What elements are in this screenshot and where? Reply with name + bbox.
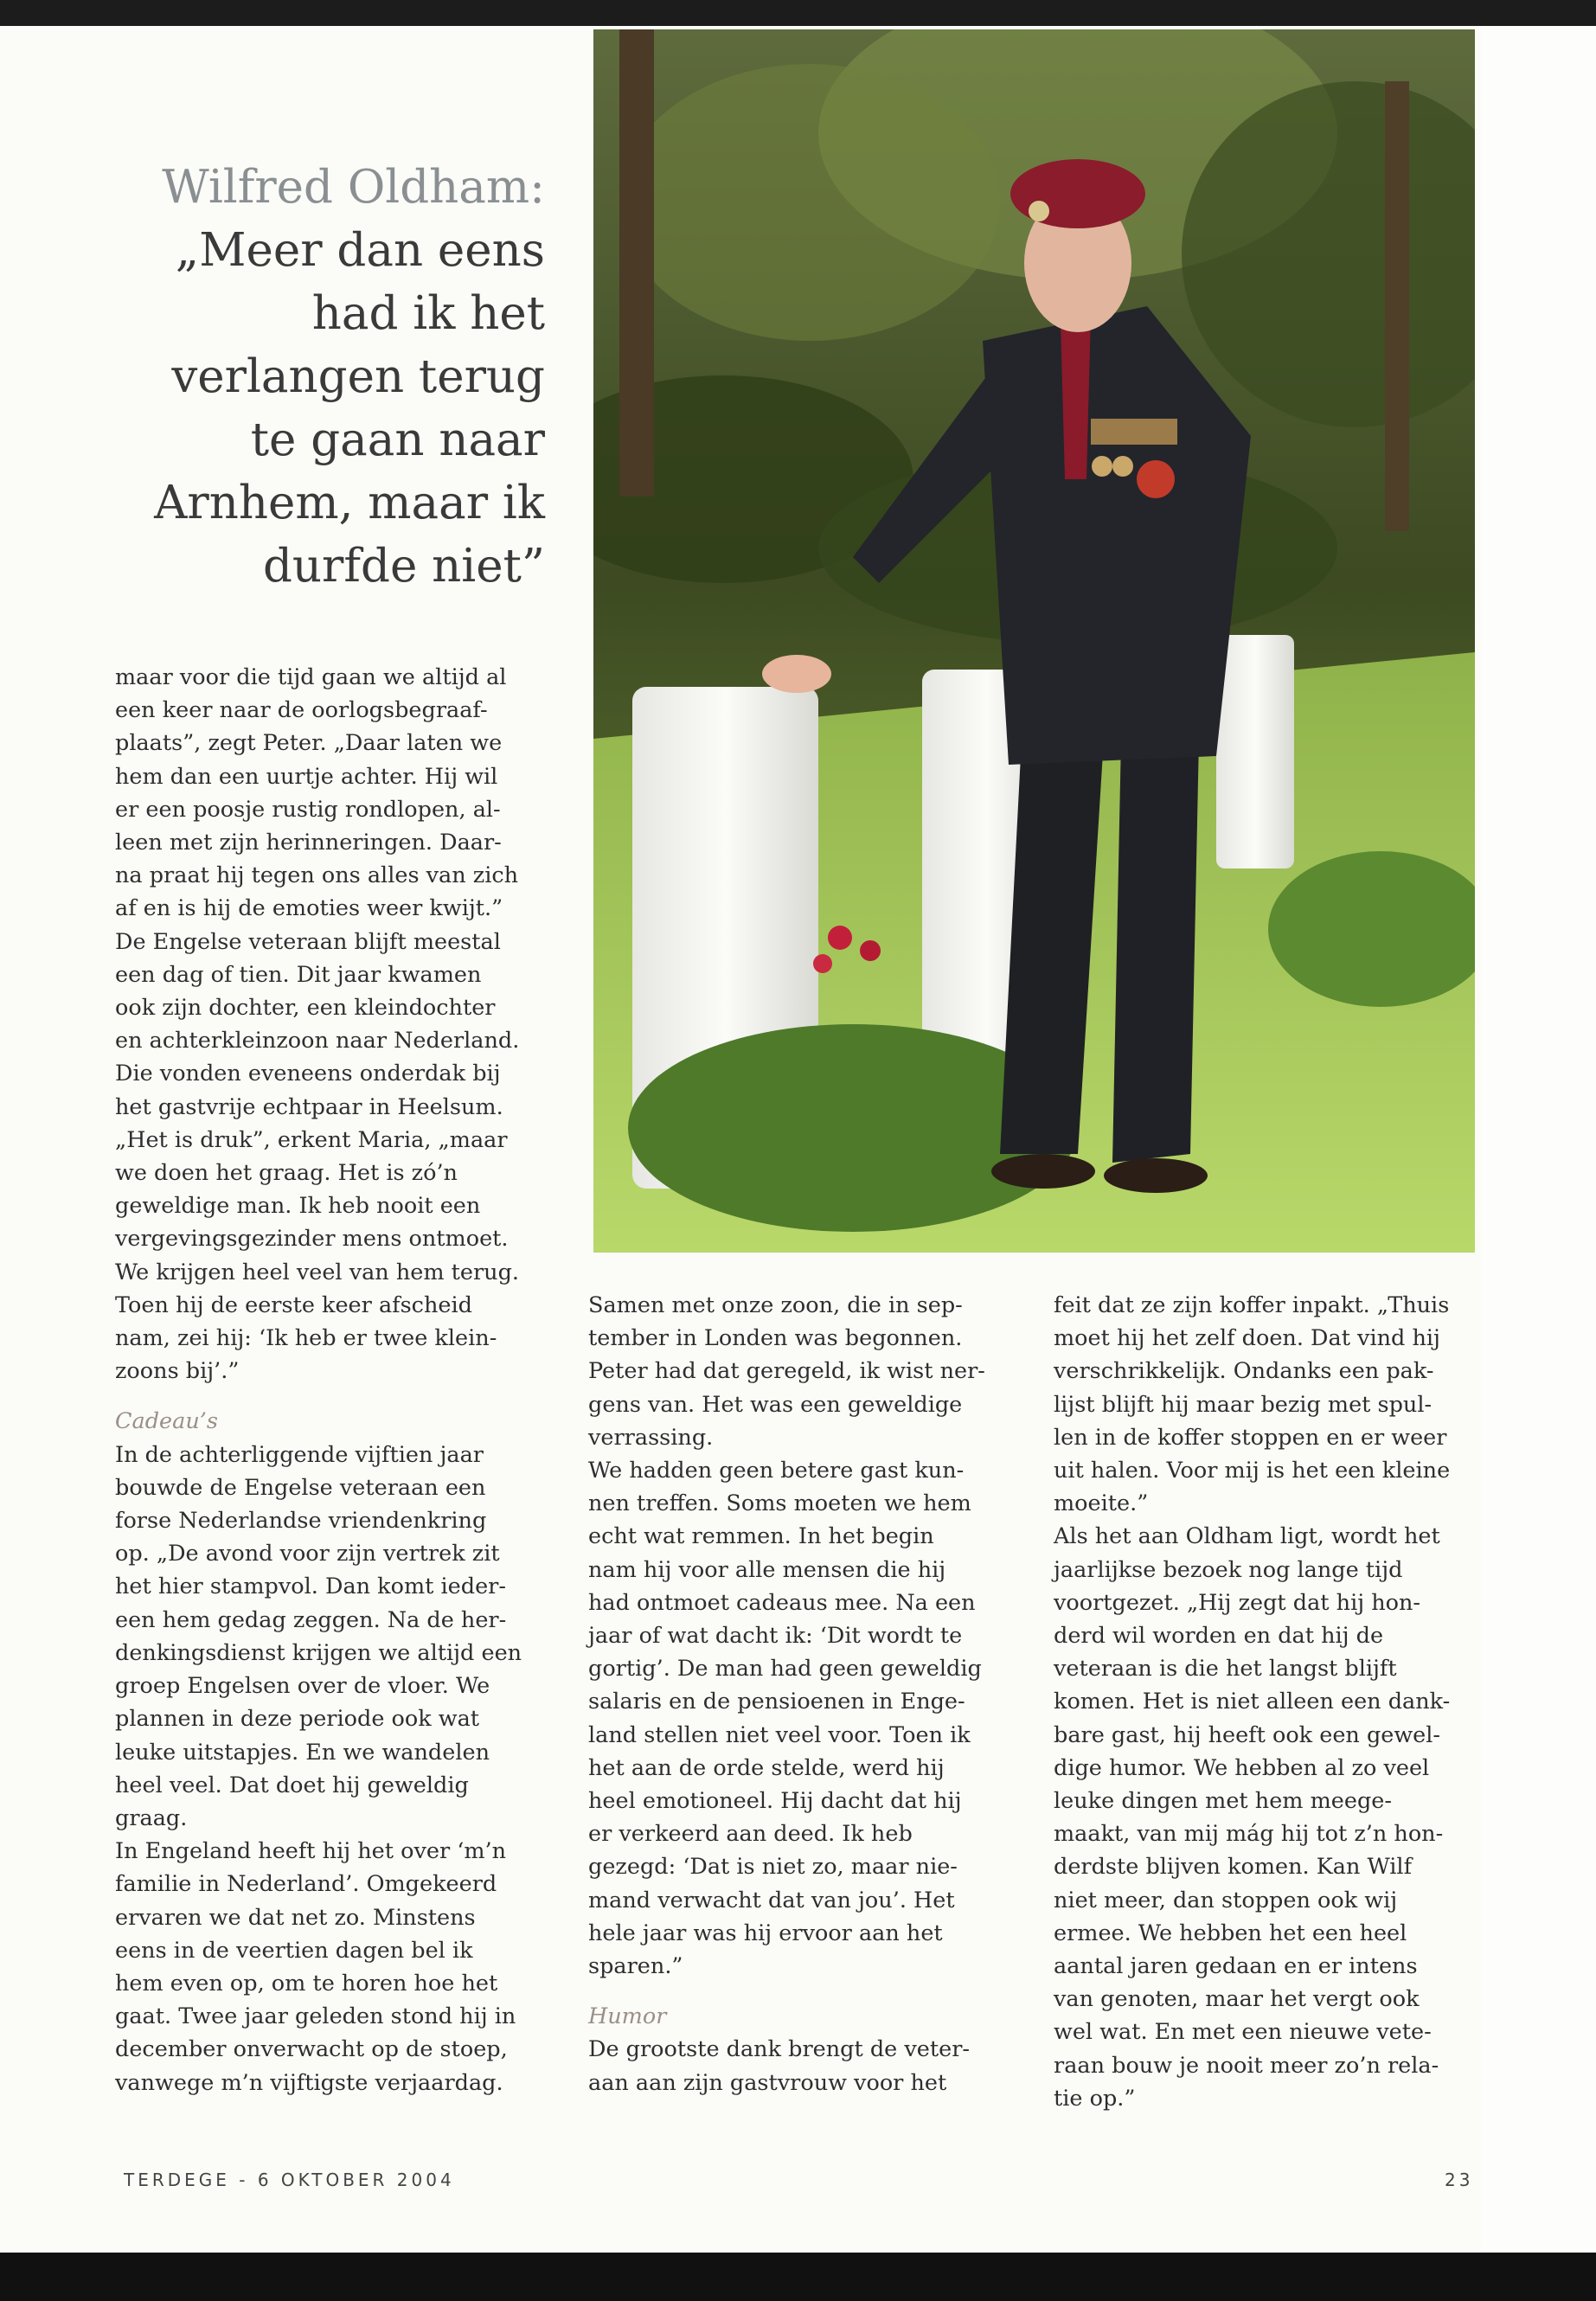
article-column-3	[1054, 1289, 1469, 2115]
headline-quote: „Meer dan eens had ik het verlangen terug te gaan naar Arnhem, maar ik durfde niet”	[154, 224, 545, 593]
column1-paragraph-2: In de achterliggende vijftien jaar bouwde de Engelse veteraan een forse Nederlandse vriendenkring op. „De avond voor zijn vertrek zit het hier stampvol. Dan komt ieder- een hem gedag zeggen. Na de her- denkingsdienst krijgen we altijd een groep Engelsen over de vloer. We plannen in deze periode ook wat leuke uitstapjes. En we wandelen heel veel. Dat doet hij geweldig graag.	[115, 1441, 522, 1831]
page-edge	[1481, 26, 1596, 2253]
column1-paragraph-3: In Engeland heeft hij het over ‘m’n familie in Nederland’. Omgekeerd ervaren we dat net zo. Minstens eens in de veertien dagen bel ik hem even op, om te horen hoe het gaat. Twee jaar geleden stond hij in december onverwacht op de stoep, vanwege m’n vijftigste verjaardag.	[115, 1838, 516, 2096]
headline	[104, 156, 545, 598]
subheading-cadeaus: Cadeau’s	[115, 1408, 218, 1435]
footer-publication: TERDEGE - 6 OKTOBER 2004	[124, 2170, 455, 2190]
top-border	[0, 0, 1596, 26]
column2-paragraph-2: We hadden geen betere gast kun- nen treffen. Soms moeten we hem echt wat remmen. In het begin nam hij voor alle mensen die hij had ontmoet cadeaus mee. Na een jaar of wat dacht ik: ‘Dit wordt te gortig’. De man had geen geweldig salaris en de pensioenen in Enge- land stellen niet veel voor. Toen ik het aan de orde stelde, werd hij heel emotioneel. Hij dacht dat hij er verkeerd aan deed. Ik heb gezegd: ‘Dat is niet zo, maar nie- mand verwacht dat van jou’. Het hele jaar was hij ervoor aan het sparen.”	[588, 1458, 982, 1980]
page-number: 23	[1445, 2170, 1474, 2190]
headline-name: Wilfred Oldham:	[162, 161, 545, 214]
article-column-2	[588, 1289, 1003, 2099]
subheading-humor: Humor	[588, 2003, 667, 2030]
veteran-photo	[593, 29, 1475, 1253]
bottom-border	[0, 2253, 1596, 2301]
column1-paragraph-1: maar voor die tijd gaan we altijd al een keer naar de oorlogsbegraaf- plaats”, zegt Peter. „Daar laten we hem dan een uurtje achter. Hij wil er een poosje rustig rondlopen, al- leen met zijn herinneringen. Daar- na praat hij tegen ons alles van zich af en is hij de emoties weer kwijt.” De Engelse veteraan blijft meestal een dag of tien. Dit jaar kwamen ook zijn dochter, een kleindochter en achterkleinzoon naar Nederland. Die vonden eveneens onderdak bij het gastvrije echtpaar in Heelsum. „Het is druk”, erkent Maria, „maar we doen het graag. Het is zó’n geweldige man. Ik heb nooit een vergevingsgezinder mens ontmoet. We krijgen heel veel van hem terug. Toen hij de eerste keer afscheid nam, zei hij: ‘Ik heb er twee klein- zoons bij’.”	[115, 664, 520, 1385]
article-column-1	[115, 661, 548, 2099]
column2-paragraph-3: De grootste dank brengt de veter- aan aan zijn gastvrouw voor het	[588, 2036, 971, 2096]
column3-paragraph-2: Als het aan Oldham ligt, wordt het jaarlijkse bezoek nog lange tijd voortgezet. „Hij zegt dat hij hon- derd wil worden en dat hij de veteraan is die het langst blijft komen. Het is niet alleen een dank- bare gast, hij heeft ook een gewel- dige humor. We hebben al zo veel leuke dingen met hem meege- maakt, van mij mág hij tot z’n hon- derdste blijven komen. Kan Wilf niet meer, dan stoppen ook wij ermee. We hebben het een heel aantal jaren gedaan en er intens van genoten, maar het vergt ook wel wat. En met een nieuwe vete- raan bouw je nooit meer zo’n rela- tie op.”	[1054, 1523, 1451, 2112]
column2-paragraph-1: Samen met onze zoon, die in sep- tember in Londen was begonnen. Peter had dat geregeld, ik wist ner- gens van. Het was een geweldige verrassing.	[588, 1292, 985, 1451]
photo-illustration	[593, 29, 1475, 1253]
column3-paragraph-1: feit dat ze zijn koffer inpakt. „Thuis moet hij het zelf doen. Dat vind hij verschrikkelijk. Ondanks een pak- lijst blijft hij maar bezig met spul- len in de koffer stoppen en er weer uit halen. Voor mij is het een kleine moeite.”	[1054, 1292, 1451, 1517]
